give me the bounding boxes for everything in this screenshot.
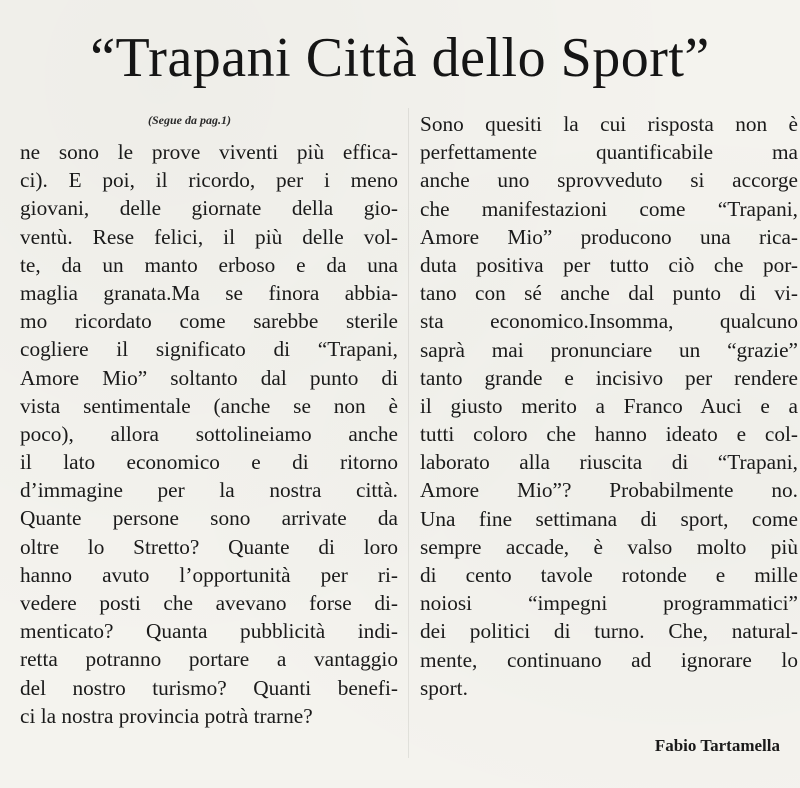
text-line: che manifestazioni come “Trapani, <box>420 196 798 221</box>
text-line: tutti coloro che hanno ideato e col- <box>420 422 798 447</box>
text-line: maglia granata.Ma se finora abbia- <box>20 280 398 305</box>
text-line: ventù. Rese felici, il più delle vol- <box>20 224 398 249</box>
text-line: cogliere il significato di “Trapani, <box>20 337 398 362</box>
text-line: d’immagine per la nostra città. <box>20 478 398 503</box>
text-line: vista sentimentale (anche se non è <box>20 393 398 418</box>
text-line: saprà mai pronunciare un “grazie” <box>420 337 798 362</box>
text-line: Quante persone sono arrivate da <box>20 506 398 531</box>
text-line: sta economico.Insomma, qualcuno <box>420 309 798 334</box>
text-line: poco), allora sottolineiamo anche <box>20 421 398 446</box>
text-line: menticato? Quanta pubblicità indi- <box>20 619 398 644</box>
article-headline: “Trapani Città dello Sport” <box>90 27 710 89</box>
text-line: Amore Mio” producono una rica- <box>420 224 798 249</box>
text-line: noiosi “impegni programmatici” <box>420 591 798 616</box>
continuation-note: (Segue da pag.1) <box>148 113 231 127</box>
text-line: sempre accade, è valso molto più <box>420 534 798 559</box>
text-line: tanto grande e incisivo per rendere <box>420 365 798 390</box>
text-line: tano con sé anche dal punto di vi- <box>420 281 798 306</box>
text-line: Amore Mio” soltanto dal punto di <box>20 365 398 390</box>
text-line: del nostro turismo? Quanti benefi- <box>20 675 398 700</box>
author-signature: Fabio Tartamella <box>654 736 780 755</box>
text-line: sport. <box>420 675 468 700</box>
text-line: mo ricordato come sarebbe sterile <box>20 309 398 334</box>
text-line: perfettamente quantificabile ma <box>420 140 798 165</box>
text-line: mente, continuano ad ignorare lo <box>420 647 798 672</box>
text-line: te, da un manto erboso e da una <box>20 252 398 277</box>
text-line: retta potranno portare a vantaggio <box>20 647 398 672</box>
column-divider <box>408 108 409 758</box>
text-line: ne sono le prove viventi più effica- <box>20 140 398 164</box>
text-line: ci). E poi, il ricordo, per i meno <box>20 168 398 193</box>
text-line: Sono quesiti la cui risposta non è <box>420 112 798 136</box>
text-line: oltre lo Stretto? Quante di loro <box>20 534 398 559</box>
text-line: Amore Mio”? Probabilmente no. <box>420 478 798 503</box>
right-column <box>420 110 798 702</box>
text-line: il lato economico e di ritorno <box>20 450 398 475</box>
left-column <box>20 138 398 730</box>
text-line: hanno avuto l’opportunità per ri- <box>20 562 398 587</box>
text-line: duta positiva per tutto ciò che por- <box>420 252 798 277</box>
text-line: dei politici di turno. Che, natural- <box>420 619 798 644</box>
text-line: di cento tavole rotonde e mille <box>420 563 798 587</box>
text-line: vedere posti che avevano forse di- <box>20 591 398 615</box>
text-line: ci la nostra provincia potrà trarne? <box>20 703 313 728</box>
text-line: anche uno sprovveduto si accorge <box>420 168 798 193</box>
text-line: Una fine settimana di sport, come <box>420 506 798 531</box>
text-line: giovani, delle giornate della gio- <box>20 196 398 221</box>
text-line: il giusto merito a Franco Auci e a <box>420 393 798 418</box>
text-line: laborato alla riuscita di “Trapani, <box>420 450 798 475</box>
